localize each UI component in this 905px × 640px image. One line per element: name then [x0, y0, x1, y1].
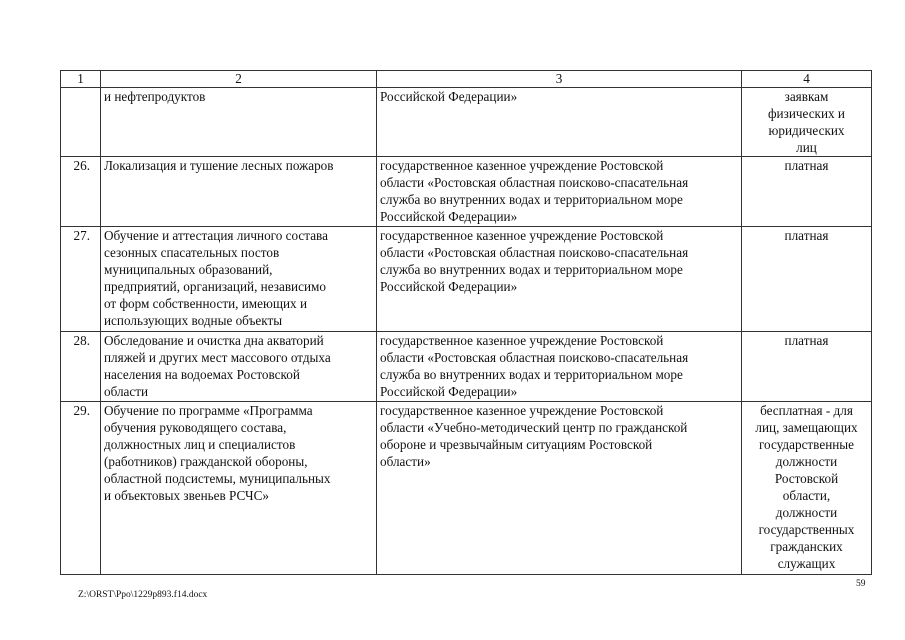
- row-number: [61, 88, 101, 157]
- row-number: 26.: [61, 157, 101, 227]
- header-col-3: 3: [377, 71, 742, 88]
- row-number: 27.: [61, 227, 101, 332]
- service-cell: Обучение и аттестация личного состава сезонных спасательных постов муниципальных образований, предприятий, организаций, независимо от форм собственности, имеющих и использующих водные объекты: [101, 227, 377, 332]
- payment-cell: бесплатная - для лиц, замещающих государственные должности Ростовской области, должности государственных гражданских служащих: [742, 402, 872, 575]
- page-number: 59: [856, 579, 866, 589]
- table-row-continued: [61, 88, 872, 157]
- service-cell: Локализация и тушение лесных пожаров: [101, 157, 377, 227]
- table-row: [61, 402, 872, 575]
- header-col-2: 2: [101, 71, 377, 88]
- service-cell: и нефтепродуктов: [101, 88, 377, 157]
- payment-cell: платная: [742, 227, 872, 332]
- row-number: 29.: [61, 402, 101, 575]
- provider-cell: государственное казенное учреждение Ростовской области «Учебно-методический центр по гражданской обороне и чрезвычайным ситуациям Ростовской области»: [377, 402, 742, 575]
- table-row: [61, 157, 872, 227]
- header-col-4: 4: [742, 71, 872, 88]
- service-cell: Обследование и очистка дна акваторий пляжей и других мест массового отдыха населения на водоемах Ростовской области: [101, 332, 377, 402]
- provider-cell: государственное казенное учреждение Ростовской области «Ростовская областная поисково-спасательная служба во внутренних водах и территориальном море Российской Федерации»: [377, 332, 742, 402]
- payment-cell: платная: [742, 157, 872, 227]
- table-header-row: [61, 71, 872, 88]
- table-row: [61, 227, 872, 332]
- payment-cell: платная: [742, 332, 872, 402]
- header-col-1: 1: [61, 71, 101, 88]
- row-number: 28.: [61, 332, 101, 402]
- file-path: Z:\ORST\Ppo\1229p893.f14.docx: [78, 590, 208, 600]
- services-table: [60, 70, 872, 575]
- table-row: [61, 332, 872, 402]
- provider-cell: государственное казенное учреждение Ростовской области «Ростовская областная поисково-спасательная служба во внутренних водах и территориальном море Российской Федерации»: [377, 227, 742, 332]
- service-cell: Обучение по программе «Программа обучения руководящего состава, должностных лиц и специалистов (работников) гражданской обороны, областной подсистемы, муниципальных и объектовых звеньев РСЧС»: [101, 402, 377, 575]
- provider-cell: Российской Федерации»: [377, 88, 742, 157]
- provider-cell: государственное казенное учреждение Ростовской области «Ростовская областная поисково-спасательная служба во внутренних водах и территориальном море Российской Федерации»: [377, 157, 742, 227]
- payment-cell: заявкам физических и юридических лиц: [742, 88, 872, 157]
